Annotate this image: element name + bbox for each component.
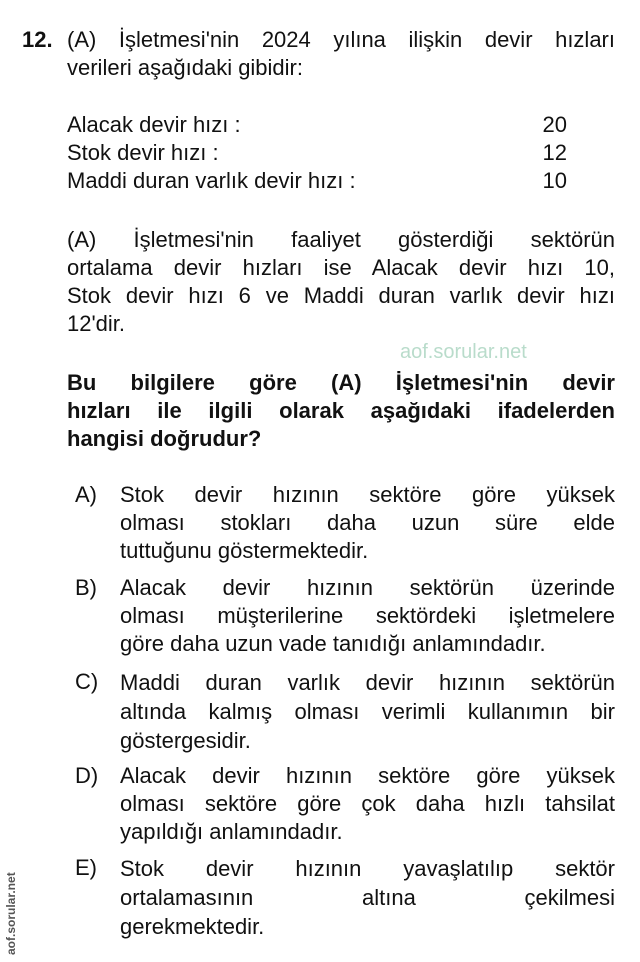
option-a-letter[interactable]: A) (75, 482, 97, 507)
turnover-table (67, 111, 567, 195)
option-line: göstergesidir. (120, 728, 251, 753)
option-line: olması müşterilerine sektördeki işletmelere (120, 603, 615, 628)
row-value: 10 (542, 168, 567, 193)
option-line: olması sektöre göre çok daha hızlı tahsilat (120, 791, 615, 816)
paragraph-line: 12'dir. (67, 311, 126, 336)
option-line: Maddi duran varlık devir hızının sektörün (120, 670, 615, 695)
table-row (67, 111, 567, 139)
prompt-line: hızları ile ilgili olarak aşağıdaki ifadelerden (67, 398, 615, 423)
option-b-letter[interactable]: B) (75, 575, 97, 600)
row-label: Stok devir hızı : (67, 140, 219, 165)
option-line: Alacak devir hızının sektörün üzerinde (120, 575, 615, 600)
option-line: Alacak devir hızının sektöre göre yüksek (120, 763, 615, 788)
paragraph-line: (A) İşletmesi'nin faaliyet gösterdiği sektörün (67, 227, 615, 252)
option-d-letter[interactable]: D) (75, 763, 99, 788)
option-line: Stok devir hızının yavaşlatılıp sektör (120, 856, 615, 881)
option-line: olması stokları daha uzun süre elde (120, 510, 615, 535)
option-line: yapıldığı anlamındadır. (120, 819, 343, 844)
option-line: göre daha uzun vade tanıdığı anlamındadır. (120, 631, 546, 656)
prompt-line: hangisi doğrudur? (67, 426, 262, 451)
option-line: Stok devir hızının sektöre göre yüksek (120, 482, 615, 507)
option-e[interactable] (120, 854, 615, 941)
row-value: 20 (542, 112, 567, 137)
question-number: 12. (22, 27, 53, 52)
paragraph-line: ortalama devir hızları ise Alacak devir hızı 10, (67, 255, 615, 280)
option-d[interactable] (120, 762, 615, 846)
option-b[interactable] (120, 574, 615, 658)
option-line: gerekmektedir. (120, 914, 265, 939)
table-row (67, 139, 567, 167)
paragraph-line: Stok devir hızı 6 ve Maddi duran varlık devir hızı (67, 283, 615, 308)
intro-line: (A) İşletmesi'nin 2024 yılına ilişkin devir hızları (67, 27, 615, 52)
intro-line: verileri aşağıdaki gibidir: (67, 55, 303, 80)
option-c[interactable] (120, 668, 615, 755)
prompt-line: Bu bilgilere göre (A) İşletmesi'nin devir (67, 370, 615, 395)
sector-paragraph (67, 226, 615, 338)
option-line: altında kalmış olması verimli kullanımın bir (120, 699, 615, 724)
option-line: tuttuğunu göstermektedir. (120, 538, 369, 563)
question-intro (67, 26, 615, 82)
table-row (67, 167, 567, 195)
option-a[interactable] (120, 481, 615, 565)
row-value: 12 (542, 140, 567, 165)
watermark: aof.sorular.net (400, 341, 527, 363)
option-line: ortalamasının altına çekilmesi (120, 885, 615, 910)
question-prompt (67, 369, 615, 453)
option-e-letter[interactable]: E) (75, 855, 97, 880)
row-label: Maddi duran varlık devir hızı : (67, 168, 356, 193)
option-c-letter[interactable]: C) (75, 669, 99, 694)
side-watermark: aof.sorular.net (4, 872, 18, 955)
row-label: Alacak devir hızı : (67, 112, 241, 137)
